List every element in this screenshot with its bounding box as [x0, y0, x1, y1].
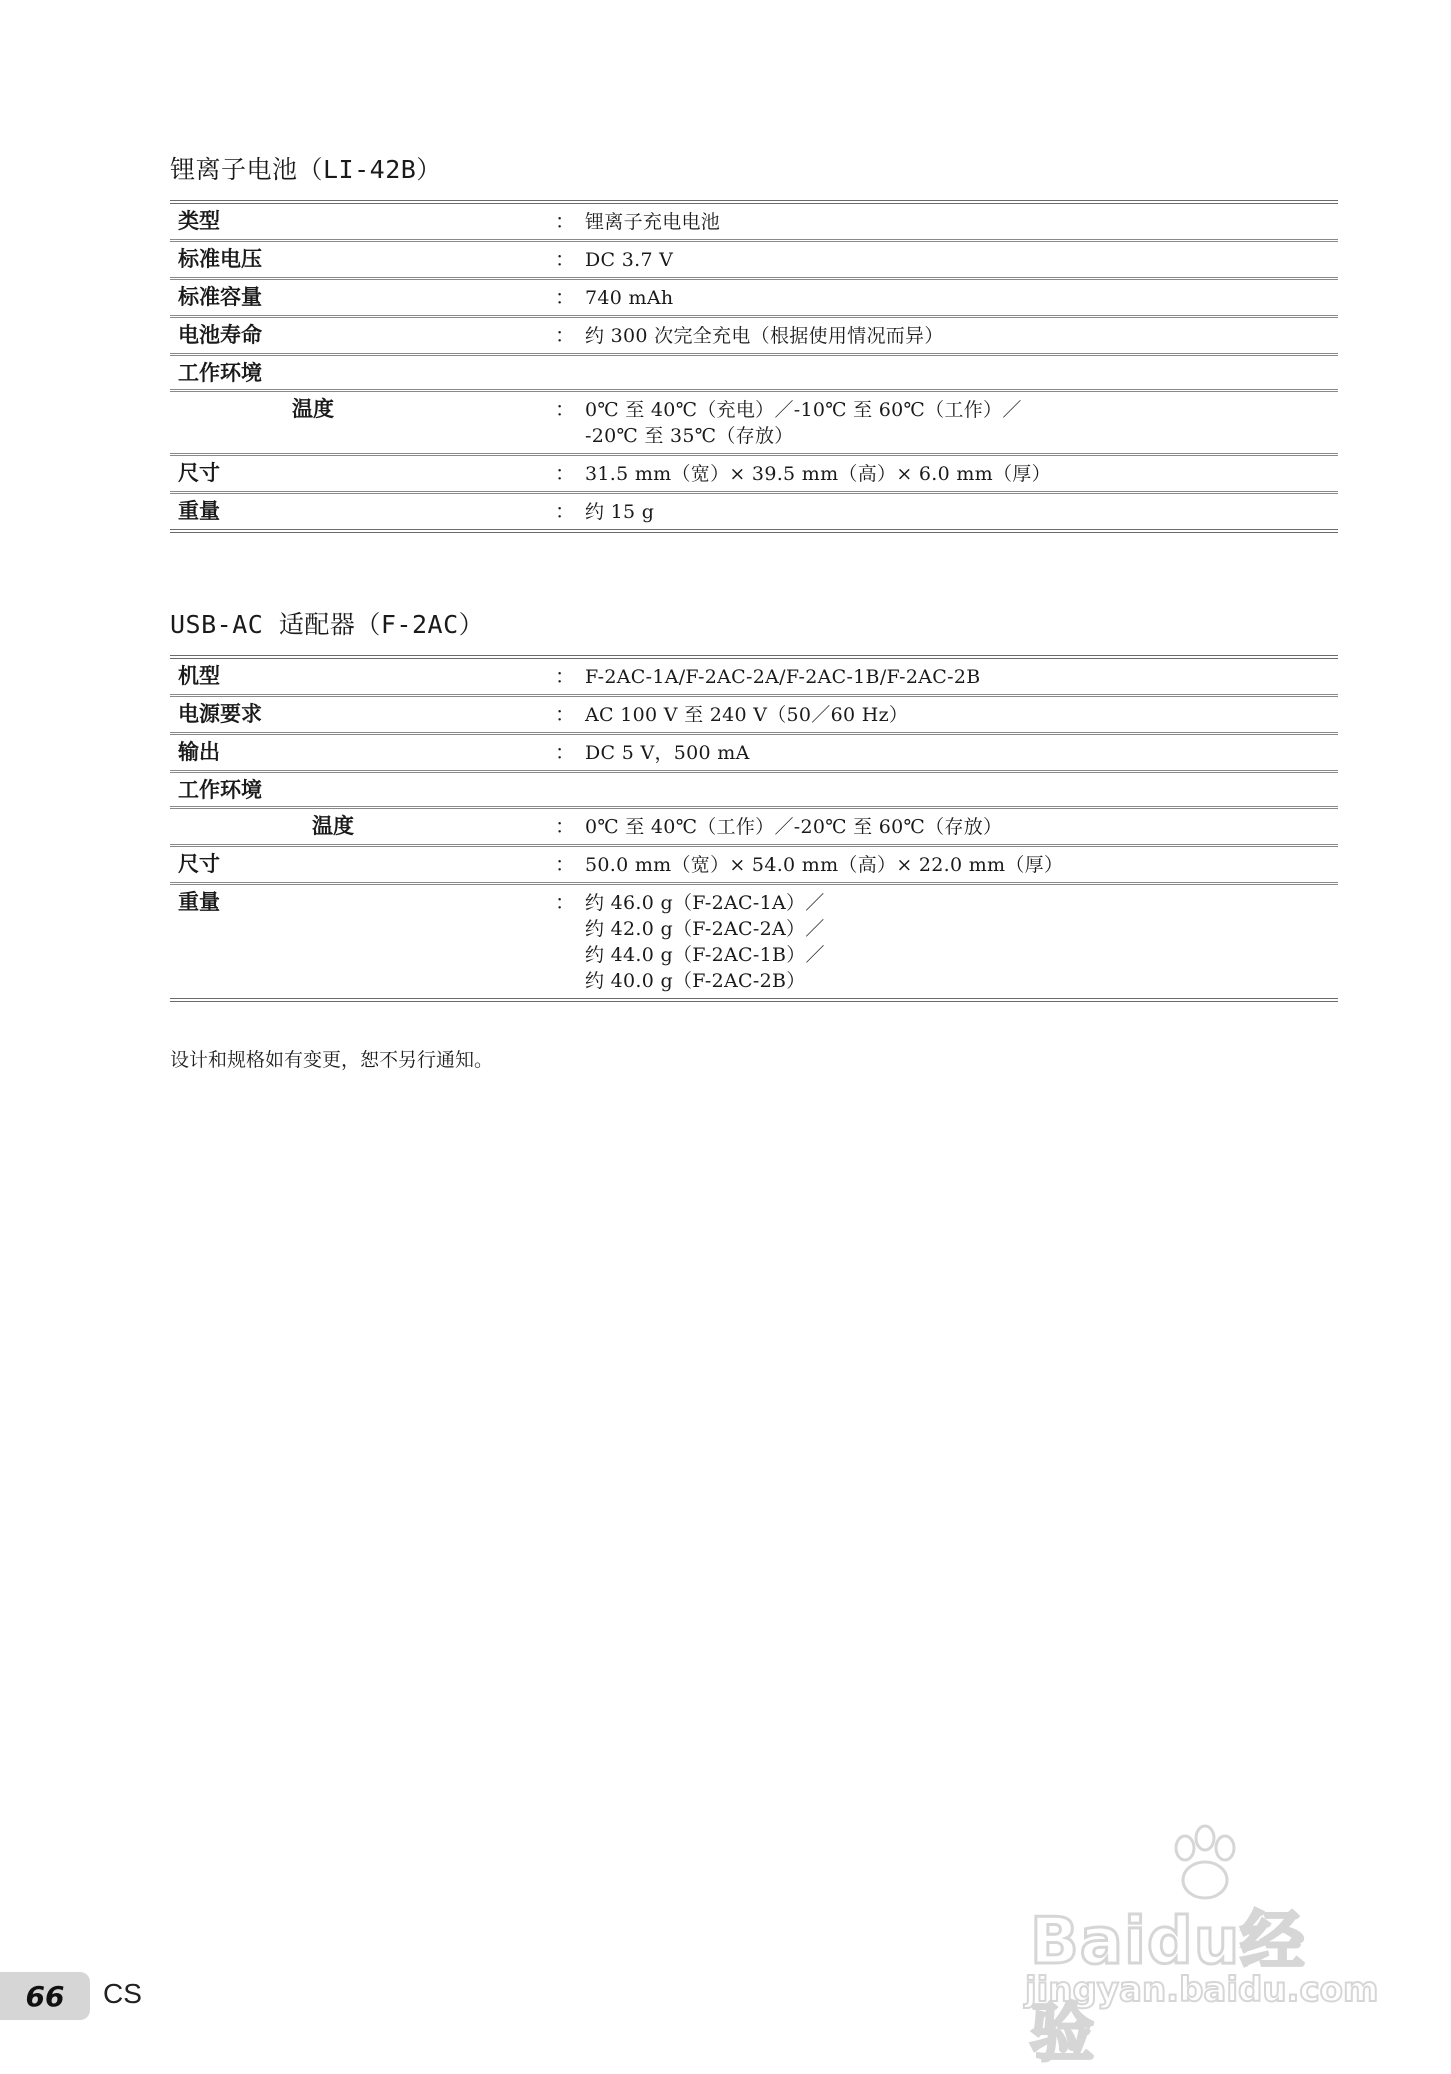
spec-change-note: 设计和规格如有变更，恕不另行通知。	[170, 1049, 494, 1071]
spec-label: 机型	[178, 664, 220, 688]
battery-row-voltage	[170, 242, 1338, 280]
spec-value	[585, 247, 1338, 273]
adapter-section-title: USB-AC 适配器（F-2AC）	[170, 610, 485, 639]
spec-colon: ：	[555, 499, 575, 523]
spec-value-line: 约 46.0 g（F-2AC-1A）／	[585, 892, 825, 914]
spec-value-line: DC 5 V，500 mA	[585, 742, 750, 764]
spec-value-line: 约 15 g	[585, 501, 655, 523]
spec-label: 标准电压	[178, 247, 262, 271]
spec-value	[585, 852, 1338, 878]
battery-row-life	[170, 318, 1338, 356]
adapter-row-weight	[170, 885, 1338, 998]
adapter-row-temperature	[170, 809, 1338, 847]
spec-value	[585, 814, 1338, 840]
adapter-row-power	[170, 697, 1338, 735]
watermark-url: jingyan.baidu.com	[1025, 1970, 1379, 2010]
spec-value	[585, 323, 1338, 349]
spec-value-line: DC 3.7 V	[585, 249, 674, 271]
adapter-row-dimensions	[170, 847, 1338, 885]
spec-label: 重量	[178, 499, 220, 523]
battery-spec-table	[170, 200, 1338, 533]
spec-value-line: 31.5 mm（宽）× 39.5 mm（高）× 6.0 mm（厚）	[585, 463, 1051, 485]
spec-value-line: 约 42.0 g（F-2AC-2A）／	[585, 918, 825, 940]
language-code: CS	[103, 1978, 142, 2009]
adapter-row-model	[170, 659, 1338, 697]
battery-row-temperature	[170, 392, 1338, 456]
spec-colon: ：	[555, 852, 575, 876]
spec-value	[585, 702, 1338, 728]
spec-colon: ：	[555, 740, 575, 764]
spec-colon: ：	[555, 702, 575, 726]
spec-label: 温度	[292, 397, 334, 421]
spec-value-line: 50.0 mm（宽）× 54.0 mm（高）× 22.0 mm（厚）	[585, 854, 1064, 876]
battery-section-title: 锂离子电池（LI-42B）	[170, 155, 442, 184]
battery-row-weight	[170, 494, 1338, 529]
spec-colon: ：	[555, 664, 575, 688]
spec-label: 电源要求	[178, 702, 262, 726]
spec-colon: ：	[555, 285, 575, 309]
battery-row-environment	[170, 356, 1338, 392]
spec-value-line: 约 40.0 g（F-2AC-2B）	[585, 970, 806, 992]
spec-colon: ：	[555, 814, 575, 838]
spec-label: 工作环境	[178, 778, 262, 802]
spec-label: 尺寸	[178, 461, 220, 485]
spec-colon: ：	[555, 323, 575, 347]
spec-colon: ：	[555, 397, 575, 421]
spec-value-line: AC 100 V 至 240 V（50／60 Hz）	[585, 704, 909, 726]
spec-value	[585, 461, 1338, 487]
adapter-spec-table	[170, 655, 1338, 1002]
spec-value	[585, 285, 1338, 311]
spec-colon: ：	[555, 890, 575, 914]
spec-label: 重量	[178, 890, 220, 914]
spec-value	[585, 499, 1338, 525]
spec-label: 温度	[312, 814, 354, 838]
spec-label: 电池寿命	[178, 323, 262, 347]
page-number: 66	[0, 1972, 90, 2020]
spec-value-line: 0℃ 至 40℃（工作）／-20℃ 至 60℃（存放）	[585, 816, 1003, 838]
spec-colon: ：	[555, 209, 575, 233]
adapter-row-environment	[170, 773, 1338, 809]
spec-label: 工作环境	[178, 361, 262, 385]
spec-value	[585, 740, 1338, 766]
spec-colon: ：	[555, 461, 575, 485]
spec-label: 尺寸	[178, 852, 220, 876]
spec-value	[585, 209, 1338, 235]
adapter-row-output	[170, 735, 1338, 773]
spec-label: 类型	[178, 209, 220, 233]
battery-row-capacity	[170, 280, 1338, 318]
watermark-brand: Baidu经验	[1030, 1905, 1306, 2071]
spec-value-line: 0℃ 至 40℃（充电）／-10℃ 至 60℃（工作）／	[585, 399, 1022, 421]
battery-row-dimensions	[170, 456, 1338, 494]
spec-value-line: 约 300 次完全充电（根据使用情况而异）	[585, 325, 944, 347]
spec-value-line: -20℃ 至 35℃（存放）	[585, 425, 794, 447]
spec-value	[585, 664, 1338, 690]
baidu-watermark	[1010, 1820, 1379, 2071]
spec-value-line: 约 44.0 g（F-2AC-1B）／	[585, 944, 825, 966]
spec-value-line: 740 mAh	[585, 287, 674, 309]
spec-value-line: 锂离子充电电池	[585, 211, 721, 233]
spec-value	[585, 890, 1338, 994]
spec-colon: ：	[555, 247, 575, 271]
spec-label: 输出	[178, 740, 220, 764]
battery-row-type	[170, 204, 1338, 242]
spec-label: 标准容量	[178, 285, 262, 309]
spec-value	[585, 397, 1338, 449]
spec-value-line: F-2AC-1A/F-2AC-2A/F-2AC-1B/F-2AC-2B	[585, 666, 981, 688]
